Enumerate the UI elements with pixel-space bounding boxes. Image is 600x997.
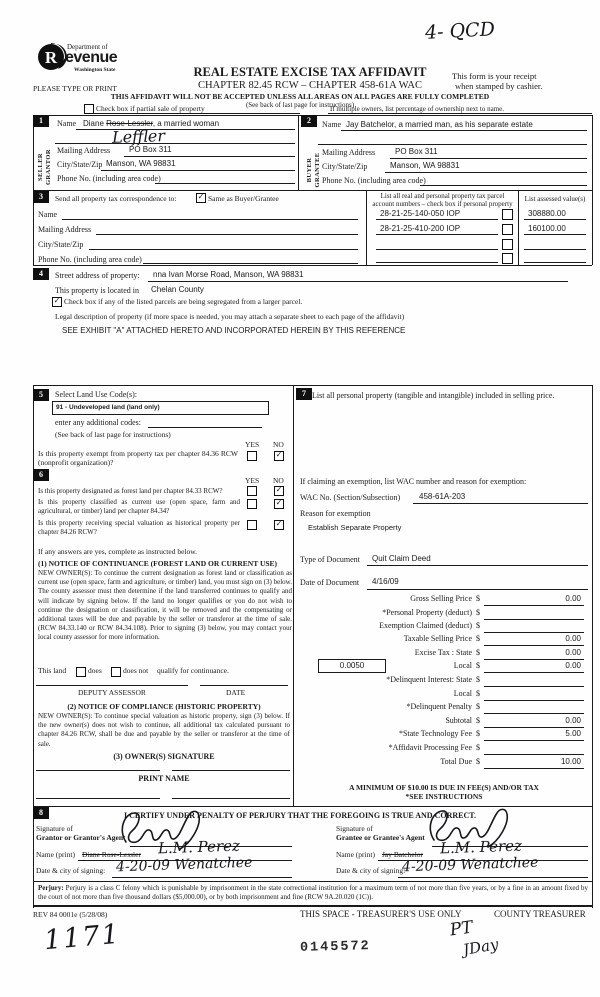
dollar-sign: $	[476, 757, 480, 766]
certify-statement: I CERTIFY UNDER PENALTY OF PERJURY THAT THE FOREGOING IS TRUE AND CORRECT.	[123, 811, 476, 820]
parcel-personal-checkbox-3[interactable]	[502, 239, 513, 250]
money-field[interactable]	[484, 702, 584, 714]
if-any-yes-note: If any answers are yes, complete as instructed below.	[38, 547, 198, 556]
money-row-processing-fee: *Affidavit Processing Fee $	[300, 743, 588, 756]
section-7-number: 7	[296, 388, 312, 400]
reason-exemption-label: Reason for exemption	[300, 509, 371, 518]
money-field[interactable]	[484, 689, 584, 701]
owner-signature-line-2[interactable]	[172, 770, 290, 771]
street-address-line[interactable]	[148, 281, 568, 282]
money-field[interactable]: 0.00	[484, 661, 584, 673]
section-1-number: 1	[33, 115, 49, 127]
please-type-label: PLEASE TYPE OR PRINT	[33, 84, 117, 93]
multiple-owners-note: If multiple owners, list percentage of ownership next to name.	[330, 105, 504, 113]
seller-name-line2[interactable]	[55, 143, 295, 144]
land-does-not-checkbox[interactable]	[111, 667, 121, 677]
treasurer-space-label: THIS SPACE - TREASURER'S USE ONLY	[300, 909, 462, 919]
partial-sale-label: Check box if partial sale of property	[96, 104, 205, 113]
buyer-name-line2[interactable]	[318, 144, 587, 145]
money-field[interactable]: 0.00	[484, 634, 584, 646]
q-forest-yes-checkbox[interactable]	[247, 486, 257, 496]
parcel-header: List all real and personal property tax parcel account numbers – check box if personal property	[372, 192, 513, 208]
section-6-number: 6	[33, 469, 49, 481]
dollar-sign: $	[476, 621, 480, 630]
wac-number-value[interactable]: 458-61A-203	[419, 492, 466, 501]
sec3-mailing-label: Mailing Address	[38, 225, 92, 234]
handwritten-tally-note: 1171	[42, 918, 122, 957]
seller-csz-label: City/State/Zip	[57, 160, 103, 169]
grantor-signature-of-label: Signature of	[36, 824, 73, 833]
logo-state-label: Washington State	[74, 67, 116, 73]
assessed-line-4[interactable]	[524, 262, 586, 263]
grantor-date-city-label: Date & city of signing:	[36, 866, 106, 875]
frame-line	[592, 385, 593, 908]
parcel-line-4[interactable]	[376, 262, 498, 263]
frame-line	[33, 265, 592, 266]
section-2-number: 2	[301, 115, 317, 127]
sec3-csz-line[interactable]	[89, 249, 358, 250]
logo-wordmark: evenue	[65, 49, 118, 66]
frame-line	[33, 881, 592, 882]
dollar-sign: $	[476, 594, 480, 603]
seller-mailing-line[interactable]	[124, 156, 295, 157]
money-field[interactable]: 0.00	[484, 594, 584, 606]
owner-print-line-2[interactable]	[172, 798, 290, 799]
money-field[interactable]: 0.00	[484, 648, 584, 660]
grantee-name-print-label: Name (print)	[336, 850, 375, 859]
section-4-number: 4	[33, 268, 49, 280]
does-not-label: does not	[123, 666, 149, 675]
dollar-sign: $	[476, 675, 480, 684]
print-name-label: PRINT NAME	[138, 774, 190, 783]
grantee-date-city-handwritten: 4-20-09 Wenatchee	[401, 854, 539, 876]
grantee-printed-name-struck: Jay Batchelor	[382, 850, 424, 859]
form-title: REAL ESTATE EXCISE TAX AFFIDAVIT	[193, 65, 427, 79]
money-row-personal: *Personal Property (deduct) $	[300, 608, 588, 621]
money-row-excise-local: Local $ 0.00	[300, 661, 588, 674]
parcel-number-1[interactable]: 28-21-25-140-050 IOP	[380, 209, 461, 218]
street-address-label: Street address of property:	[55, 271, 140, 280]
section-3-number: 3	[33, 191, 49, 203]
grantee-agent-label: Grantee or Grantee's Agent	[336, 833, 425, 842]
wac-number-label: WAC No. (Section/Subsection)	[300, 493, 401, 502]
local-rate-field[interactable]: 0.0050	[318, 659, 386, 673]
buyer-mailing-line[interactable]	[390, 158, 587, 159]
money-row-subtotal: Subtotal $ 0.00	[300, 716, 588, 729]
money-row-tech-fee: *State Technology Fee $ 5.00	[300, 729, 588, 742]
buyer-csz-label: City/State/Zip	[322, 162, 368, 171]
frame-line	[33, 905, 592, 907]
exemption-claim-label: If claiming an exemption, list WAC number and reason for exemption:	[300, 477, 527, 486]
notice-continuance-body: NEW OWNER(S): To continue the current designation as forest land or classification as current use (open space, farm and agriculture, or timber) land, you must sign on (3) below. The county assessor must then determine if the land transferred continues to qualify and will indicate by signing below. If the land no longer qualifies or you do not wish to continue the designation or classification, it will be removed and the compensating or additional taxes will be due and payable by the seller or transferor at the time of sale. (RCW 84.33.140 or RCW 84.34.108). Prior to signing (3) below, you may contact your local county assessor for more information.	[38, 569, 292, 642]
money-row-delinquent-penalty: *Delinquent Penalty $	[300, 702, 588, 715]
revenue-swoosh-icon	[36, 42, 68, 74]
buyer-grantee-side-label: BUYER GRANTEE	[306, 152, 321, 188]
receipt-number-stamp: 0145572	[299, 939, 371, 956]
form-chapter: CHAPTER 82.45 RCW – CHAPTER 458-61A WAC	[198, 80, 422, 91]
seller-mailing-label: Mailing Address	[57, 146, 111, 155]
receipt-note-line1: This form is your receipt	[452, 71, 537, 81]
dollar-sign: $	[476, 743, 480, 752]
money-field[interactable]	[484, 608, 584, 620]
seller-name-value[interactable]: Diane Rose-Lessler, a married woman	[83, 119, 220, 128]
buyer-name-line[interactable]	[341, 130, 587, 131]
buyer-phone-line[interactable]	[420, 185, 587, 186]
sec3-phone-line[interactable]	[143, 263, 358, 264]
grantee-agent-name-handwritten: L.M. Perez	[439, 836, 523, 858]
minimum-fee-note: A MINIMUM OF $10.00 IS DUE IN FEE(S) AND/OR TAX	[349, 783, 539, 792]
land-use-label: Select Land Use Code(s):	[55, 390, 137, 399]
grantor-date-city-handwritten: 4-20-09 Wenatchee	[115, 854, 253, 876]
seller-grantor-side-label: SELLER GRANTOR	[37, 149, 52, 185]
form-warning: THIS AFFIDAVIT WILL NOT BE ACCEPTED UNLESS ALL AREAS ON ALL PAGES ARE FULLY COMPLETED	[110, 92, 490, 101]
assessed-line-1[interactable]	[524, 219, 586, 220]
parcel-line-3[interactable]	[376, 249, 498, 250]
frame-line	[33, 385, 34, 908]
land-use-code-field[interactable]: 91 - Undeveloped land (land only)	[52, 401, 269, 415]
buyer-mailing-label: Mailing Address	[322, 148, 376, 157]
buyer-name-label: Name	[322, 120, 342, 129]
parcel-line-2[interactable]	[376, 234, 498, 235]
grantor-agent-label: Grantor or Grantor's Agent	[36, 833, 126, 842]
dollar-sign: $	[476, 648, 480, 657]
tax-correspondence-label: Send all property tax correspondence to:	[55, 194, 177, 203]
grantee-date-line[interactable]	[398, 877, 588, 878]
grantor-printed-name-struck: Diane Rose-Lessler	[82, 850, 141, 859]
money-field[interactable]	[484, 743, 584, 755]
money-row-excise-state: Excise Tax : State $ 0.00	[300, 648, 588, 661]
this-land-label: This land	[38, 666, 67, 675]
notice-continuance-title: (1) NOTICE OF CONTINUANCE (FOREST LAND OR CURRENT USE)	[38, 559, 278, 568]
doc-type-value[interactable]: Quit Claim Deed	[372, 554, 431, 563]
grantor-date-line[interactable]	[112, 877, 292, 878]
seller-name-line[interactable]	[76, 129, 295, 130]
parcel-personal-checkbox-2[interactable]	[502, 224, 513, 235]
parcel-number-2[interactable]: 28-21-25-410-200 IOP	[380, 224, 461, 233]
sec3-name-line[interactable]	[62, 219, 358, 220]
county-treasurer-label: COUNTY TREASURER	[494, 909, 586, 919]
parcel-personal-checkbox-4[interactable]	[502, 253, 513, 264]
buyer-csz-line[interactable]	[385, 172, 587, 173]
dollar-sign: $	[476, 689, 480, 698]
handwritten-doc-note: 4- QCD	[424, 18, 496, 44]
sec3-mailing-line[interactable]	[96, 234, 358, 235]
q-historical-label: Is this property receiving special valuation as historical property per chapter 84.26 RCW?	[38, 519, 240, 537]
money-field[interactable]: 0.00	[484, 716, 584, 728]
grantor-name-print-label: Name (print)	[36, 850, 75, 859]
q-current-use-label: Is this property classified as current use (open space, farm and agricultural, or timber) land per chapter 84.34?	[38, 498, 240, 516]
dollar-sign: $	[476, 634, 480, 643]
land-does-checkbox[interactable]	[76, 667, 86, 677]
doc-date-label: Date of Document	[300, 578, 360, 587]
see-instructions-note: *SEE INSTRUCTIONS	[405, 792, 483, 801]
personal-property-label: List all personal property (tangible and intangible) included in selling price.	[312, 391, 555, 400]
seller-mailing-value[interactable]: PO Box 311	[129, 145, 172, 154]
assessed-value-2[interactable]: 160100.00	[528, 224, 566, 233]
same-as-buyer-label: Same as Buyer/Grantee	[208, 194, 279, 203]
buyer-name-value[interactable]: Jay Batchelor, a married man, as his separate estate	[346, 120, 533, 129]
seller-csz-line[interactable]	[101, 170, 295, 171]
additional-codes-label: enter any additional codes:	[55, 418, 141, 427]
money-field[interactable]: 5.00	[484, 729, 584, 741]
seller-csz-value[interactable]: Manson, WA 98831	[106, 159, 176, 168]
doc-date-value[interactable]: 4/16/09	[372, 577, 399, 586]
located-in-label: This property is located in	[55, 286, 139, 295]
segregated-checkbox[interactable]	[52, 297, 62, 307]
located-county-value[interactable]: Chelan County	[151, 285, 204, 294]
qualify-label: qualify for continuance.	[157, 666, 229, 675]
handwritten-initials-pt: PT	[448, 917, 475, 941]
deputy-date-label: DATE	[226, 688, 246, 697]
dollar-sign: $	[476, 661, 480, 670]
section-5-number: 5	[33, 389, 49, 401]
notice-compliance-body: NEW OWNER(S): To continue special valuation as historic property, sign (3) below. If the new owner(s) does not wish to continue, all additional tax calculated pursuant to chapter 84.26 RCW, shall be due and payable by the seller or transferor at the time of sale.	[38, 712, 290, 748]
receipt-note-line2: when stamped by cashier.	[455, 81, 543, 91]
form-revision-number: REV 84 0001e (5/28/08)	[33, 910, 108, 919]
parcel-personal-checkbox-1[interactable]	[502, 209, 513, 220]
sec3-name-label: Name	[38, 210, 58, 219]
frame-line	[366, 190, 367, 265]
legal-description-label: Legal description of property (if more space is needed, you may attach a separate sheet to each page of the affidavit)	[55, 312, 405, 321]
reason-exemption-value[interactable]: Establish Separate Property	[308, 523, 402, 532]
q-historical-yes-checkbox[interactable]	[247, 520, 257, 530]
money-row-delinquent-interest-local: Local $	[300, 689, 588, 702]
money-row-total-due: Total Due $ 10.00	[300, 757, 588, 770]
sec6-yes-header: YES	[245, 476, 260, 485]
sec5-no-header: NO	[273, 440, 284, 449]
frame-line	[592, 115, 593, 265]
frame-line	[293, 385, 294, 806]
logo-dept-label: Department of	[67, 43, 108, 51]
buyer-mailing-value[interactable]: PO Box 311	[395, 147, 438, 156]
grantee-signature-of-label: Signature of	[336, 824, 373, 833]
q-exempt-yes-checkbox[interactable]	[247, 451, 257, 461]
parcel-line-1[interactable]	[376, 219, 498, 220]
q-current-use-no-checkbox[interactable]	[274, 499, 284, 509]
q-forest-label: Is this property designated as forest land per chapter 84.33 RCW?	[38, 487, 223, 495]
owner-signature-line-1[interactable]	[36, 770, 160, 771]
seller-name-label: Name	[57, 119, 77, 128]
deputy-assessor-line[interactable]	[36, 685, 188, 686]
money-row-exemption: Exemption Claimed (deduct) $	[300, 621, 588, 634]
doc-type-line[interactable]	[367, 565, 588, 566]
frame-line	[518, 190, 519, 265]
notice-compliance-title: (2) NOTICE OF COMPLIANCE (HISTORIC PROPERTY)	[67, 702, 261, 711]
street-address-value[interactable]: nna Ivan Morse Road, Manson, WA 98831	[153, 270, 304, 279]
owners-signature-title: (3) OWNER(S) SIGNATURE	[113, 752, 215, 761]
grantee-date-city-label: Date & city of signing:	[336, 866, 406, 875]
see-back-note: (See back of last page for instructions)	[245, 101, 355, 109]
doc-date-line[interactable]	[367, 589, 588, 590]
perjury-statement: Perjury: Perjury is a class C felony which is punishable by imprisonment in the state correctional institution for a maximum term of not more than five years, or by a fine in an amount fixed by the court of not more than five thousand dollars ($5,000.00), or by both imprisonment and fine (RCW 9A.20.020 (1C)).	[38, 884, 588, 902]
money-row-delinquent-interest-state: *Delinquent Interest: State $	[300, 675, 588, 688]
seller-phone-line[interactable]	[155, 183, 295, 184]
same-as-buyer-checkbox[interactable]	[196, 193, 206, 203]
q-forest-no-checkbox[interactable]	[274, 486, 284, 496]
dollar-sign: $	[476, 729, 480, 738]
deputy-assessor-label: DEPUTY ASSESSOR	[78, 688, 146, 697]
additional-codes-line[interactable]	[148, 427, 262, 428]
svg-text:R: R	[44, 48, 58, 67]
multiple-owners-line	[328, 113, 592, 114]
seller-name-handwritten: Leffler	[111, 126, 166, 147]
money-field[interactable]: 10.00	[484, 757, 584, 769]
exhibit-reference: SEE EXHIBIT "A" ATTACHED HERETO AND INCORPORATED HEREIN BY THIS REFERENCE	[62, 326, 406, 335]
partial-sale-line[interactable]	[93, 113, 300, 114]
does-label: does	[88, 666, 102, 675]
seller-phone-label: Phone No. (including area code)	[57, 174, 161, 183]
assessed-header: List assessed value(s)	[524, 195, 586, 203]
dollar-sign: $	[476, 716, 480, 725]
sec3-phone-label: Phone No. (including area code)	[38, 255, 142, 264]
money-row-gross: Gross Selling Price $ 0.00	[300, 594, 588, 607]
deputy-date-line[interactable]	[200, 685, 288, 686]
section-8-number: 8	[33, 807, 49, 819]
q-exempt-no-checkbox[interactable]	[274, 451, 284, 461]
handwritten-initials-jday: JDay	[461, 935, 500, 959]
q-historical-no-checkbox[interactable]	[274, 520, 284, 530]
frame-line	[298, 115, 299, 190]
assessed-line-2[interactable]	[524, 234, 586, 235]
buyer-phone-label: Phone No. (including area code)	[322, 176, 426, 185]
dollar-sign: $	[476, 702, 480, 711]
money-field[interactable]	[484, 675, 584, 687]
money-row-taxable: Taxable Selling Price $ 0.00	[300, 634, 588, 647]
doc-type-label: Type of Document	[300, 555, 360, 564]
frame-line	[33, 385, 592, 386]
dollar-sign: $	[476, 608, 480, 617]
money-field[interactable]	[484, 621, 584, 633]
sec3-csz-label: City/State/Zip	[38, 240, 84, 249]
q-exempt-label: Is this property exempt from property tax per chapter 84.36 RCW (nonprofit organization)?	[38, 449, 238, 468]
assessed-line-3[interactable]	[524, 249, 586, 250]
sec5-see-back-note: (See back of last page for instructions)	[55, 430, 171, 439]
sec6-no-header: NO	[273, 476, 284, 485]
sec5-yes-header: YES	[245, 440, 260, 449]
wac-number-line[interactable]	[413, 503, 588, 504]
grantor-agent-name-handwritten: L.M. Perez	[157, 836, 241, 858]
buyer-csz-value[interactable]: Manson, WA 98831	[390, 161, 460, 170]
segregated-label: Check box if any of the listed parcels are being segregated from a larger parcel.	[64, 297, 303, 306]
frame-line	[33, 115, 34, 265]
assessed-value-1[interactable]: 308880.00	[528, 209, 566, 218]
q-current-use-yes-checkbox[interactable]	[247, 499, 257, 509]
owner-print-line-1[interactable]	[36, 798, 160, 799]
